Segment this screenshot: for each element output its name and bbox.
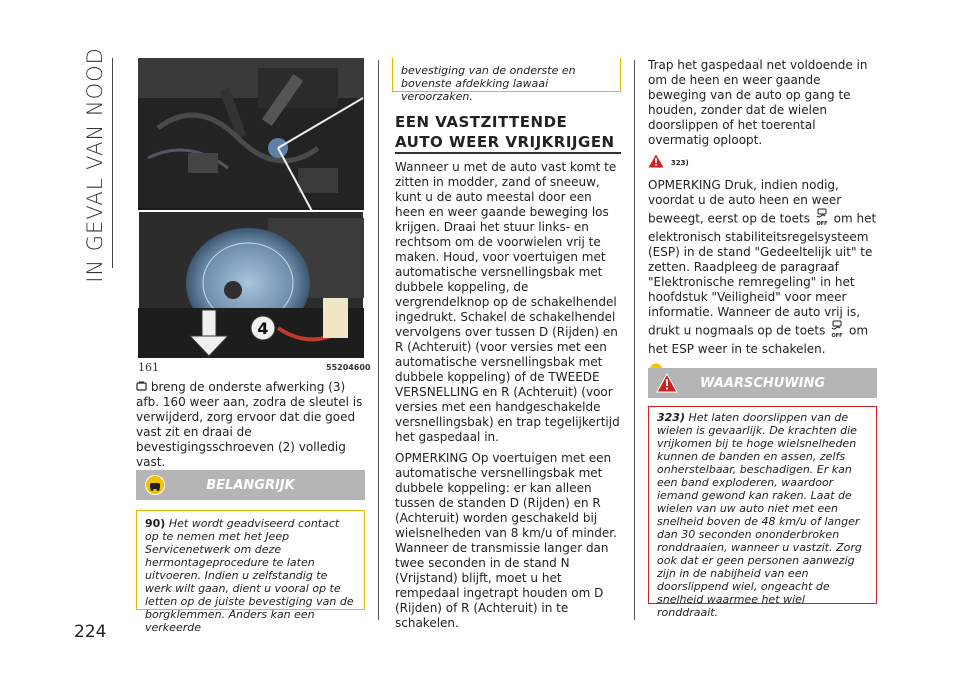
column-3-text: [648, 58, 880, 387]
note-ref: 90): [145, 517, 166, 530]
warning-triangle-icon: [648, 154, 664, 172]
section-label: IN GEVAL VAN NOOD: [83, 47, 107, 283]
col1-paragraph: breng de onderste afwerking (3) afb. 160 weer aan, zodra de sleutel is verwijderd, zorg ervoor dat die goed vast zit en draai de bevestigingsschroeven (2) volledig vast.: [136, 380, 363, 469]
section-title: EEN VASTZITTENDE AUTO WEER VRIJKRIJGEN: [395, 113, 615, 151]
side-divider: [112, 58, 113, 268]
column-2-text: [395, 160, 625, 637]
col3-paragraph-1: Trap het gaspedaal net voldoende in om de heen en weer gaande beweging van de auto op gang te houden, zonder dat de wielen doorslippen of het toerental overmatig oploopt.: [648, 58, 868, 147]
title-rule: [395, 152, 621, 154]
note-text-continued: bevestiging van de onderste en bovenste afdekking lawaai veroorzaken.: [401, 64, 576, 103]
note-box: [136, 510, 365, 634]
svg-text:OFF: OFF: [831, 333, 843, 338]
esp-off-icon: [814, 208, 830, 230]
esp-off-icon: [829, 320, 845, 342]
column-divider-1: [378, 60, 379, 620]
col3-paragraph-2: OPMERKING Druk, indien nodig, voordat u de auto heen en weer beweegt, eerst op de toets OFF om het elektronisch stabiliteitsregelsysteem (ESP) in de stand "Gedeeltelijk uit" te zetten. Raadpleeg de paragraaf "Elektronische remregeling" in het hoofdstuk "Veiligheid" voor meer informatie. Wanneer de auto vrij is, drukt u nogmaals op de toets OFF om het ESP weer in te schakelen.: [648, 178, 877, 356]
ref-323: 323): [670, 158, 689, 167]
car-key-icon: [136, 380, 147, 395]
column-1-text: [136, 380, 368, 476]
col3-ref-1-line: [648, 154, 880, 172]
warning-header-label: WAARSCHUWING: [699, 376, 826, 391]
col2-paragraph-2: OPMERKING Op voertuigen met een automatische versnellingsbak met dubbele koppeling: er kan alleen tussen de standen D (Rijden) en R (Achteruit) worden geschakeld bij wielsnelheden van 8 km/u of minder. Wanneer de transmissie langer dan twee seconden in de stand N (Vrijstand) blijft, moet u het rempedaal ingetrapt houden om D (Rijden) of R (Achteruit) in te schakelen.: [395, 451, 617, 630]
warning-box: [648, 406, 877, 619]
note-text: Het wordt geadviseerd contact op te nemen met het Jeep Servicenetwerk om deze hermontageprocedure te laten uitvoeren. Indien u zelfstandig te werk wilt gaan, dient u vooral op te letten op de juiste bevestiging van de borgklemmen. Anders kan een verkeerde: [145, 517, 354, 634]
note-header-label: BELANGRIJK: [206, 478, 295, 493]
note-box-continued: [392, 58, 621, 103]
figure-number: 161: [138, 361, 159, 374]
figure-code: 55204600: [326, 363, 371, 372]
figure-callout: 4: [257, 319, 269, 338]
warning-text: Het laten doorslippen van de wielen is gevaarlijk. De krachten die vrijkomen bij te hoge wielsnelheden kunnen de banden en assen, zelfs onherstelbaar, beschadigen. Er kan een band exploderen, waardoor iemand gewond kan raken. Laat de wielen van uw auto niet met een snelheid boven de 48 km/u of langer dan 30 seconden ononderbroken ronddraaien, wanneer u vastzit. Zorg ook dat er geen personen aanwezig zijn in de nabijheid van een doorslippend wiel, ongeacht de snelheid waarmee het wiel ronddraait.: [657, 411, 862, 619]
column-divider-2: [634, 60, 635, 620]
section-side-title: [80, 47, 110, 283]
col2-paragraph-1: Wanneer u met de auto vast komt te zitten in modder, zand of sneeuw, kunt u de auto meestal door een heen en weer gaande beweging los krijgen. Draai het stuur links- en rechtsom om de voorwielen vrij te maken. Houd, voor voertuigen met automatische versnellingsbak met dubbele koppeling, de vergrendelknop op de schakelhendel ingedrukt. Schakel de schakelhendel vervolgens over tussen D (Rijden) en R (Achteruit) (voor versies met een automatische versnellingsbak met dubbele koppeling) of de TWEEDE VERSNELLING en R (Achteruit) (voor versies met een handgeschakelde versnellingsbak) en trap tegelijkertijd het gaspedaal in.: [395, 160, 620, 444]
figure-photo: [138, 58, 364, 358]
note-header: [136, 470, 365, 500]
svg-text:OFF: OFF: [816, 221, 828, 226]
page-number: 224: [74, 622, 107, 642]
warning-header: [648, 368, 877, 398]
warning-ref: 323): [657, 411, 685, 424]
